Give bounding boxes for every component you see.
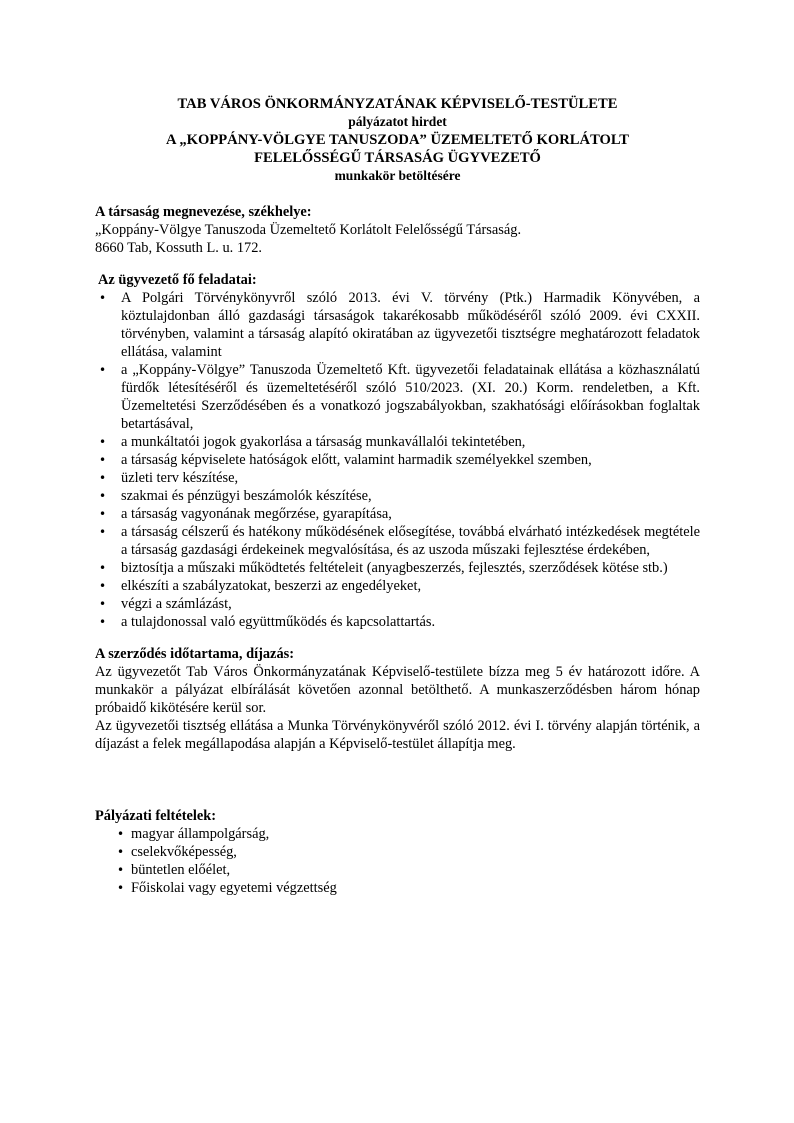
- company-title: A társaság megnevezése, székhelye:: [95, 204, 312, 220]
- list-item: • a társaság vagyonának megőrzése, gyarapítása,: [95, 505, 700, 523]
- list-item: • végzi a számlázást,: [95, 595, 700, 613]
- header-line-4: FELELŐSSÉGŰ TÁRSASÁG ÜGYVEZETŐ: [254, 150, 541, 166]
- company-name: „Koppány-Völgye Tanuszoda Üzemeltető Korlátolt Felelősségű Társaság.: [95, 222, 522, 238]
- duties-section: [95, 271, 700, 631]
- list-item: • cselekvőképesség,: [95, 843, 700, 861]
- list-item: • elkészíti a szabályzatokat, beszerzi az engedélyeket,: [95, 577, 700, 595]
- list-item: • a társaság célszerű és hatékony működésének elősegítése, továbbá elvárható intézkedések megtétele a társaság gazdasági érdekeinek megvalósítása, és az uszoda műszaki fejlesztése érdekében,: [95, 523, 700, 559]
- list-item: • biztosítja a műszaki működtetés feltételeit (anyagbeszerzés, fejlesztés, szerződések kötése stb.): [95, 559, 700, 577]
- header-line-3: A „KOPPÁNY-VÖLGYE TANUSZODA” ÜZEMELTETŐ KORLÁTOLT: [165, 132, 630, 148]
- contract-title: A szerződés időtartama, díjazás:: [95, 646, 295, 662]
- contract-paragraph-1: Az ügyvezetőt Tab Város Önkormányzatának Képviselő-testülete bízza meg 5 év határozott időre. A munkakör a pályázat elbírálását követően azonnal betölthető. A munkaszerződésben három hónap próbaidő kikötésére kerül sor.: [95, 664, 700, 716]
- document-page: [95, 95, 700, 897]
- list-item: • üzleti terv készítése,: [95, 469, 700, 487]
- list-item: • a „Koppány-Völgye” Tanuszoda Üzemeltető Kft. ügyvezetői feladatainak ellátása a közhasználatú fürdők létesítéséről és üzemeltetéséről szóló 510/2023. (XI. 20.) Korm. rendeletben, a Kft. Üzemeltetési Szerződésében és a vonatkozó jogszabályokban, szakhatósági előírásokban foglaltak betartásával,: [95, 361, 700, 433]
- list-item: • a társaság képviselete hatóságok előtt, valamint harmadik személyekkel szemben,: [95, 451, 700, 469]
- list-item: • a tulajdonossal való együttműködés és kapcsolattartás.: [95, 613, 700, 631]
- conditions-title: Pályázati feltételek:: [95, 808, 217, 824]
- list-item: • büntetlen előélet,: [95, 861, 700, 879]
- conditions-section: [95, 807, 700, 897]
- list-item: • Főiskolai vagy egyetemi végzettség: [95, 879, 700, 897]
- header-line-2: pályázatot hirdet: [348, 114, 447, 129]
- company-address: 8660 Tab, Kossuth L. u. 172.: [95, 240, 263, 256]
- contract-section: [95, 645, 700, 753]
- list-item: • a munkáltatói jogok gyakorlása a társaság munkavállalói tekintetében,: [95, 433, 700, 451]
- header-line-5: munkakör betöltésére: [334, 168, 461, 183]
- header-line-1: TAB VÁROS ÖNKORMÁNYZATÁNAK KÉPVISELŐ-TESTÜLETE: [177, 96, 618, 112]
- duties-title: Az ügyvezető fő feladatai:: [98, 272, 257, 288]
- document-header: [95, 95, 700, 185]
- duties-list: [95, 289, 700, 631]
- company-section: [95, 203, 700, 257]
- list-item: • szakmai és pénzügyi beszámolók készítése,: [95, 487, 700, 505]
- list-item: • A Polgári Törvénykönyvről szóló 2013. évi V. törvény (Ptk.) Harmadik Könyvében, a köztulajdonban álló gazdasági társaságok takarékosabb működéséről szóló 2009. évi CXXII. törvényben, valamint a társaság alapító okiratában az ügyvezetői tisztségre meghatározott feladatok ellátása, valamint: [95, 289, 700, 361]
- list-item: • magyar állampolgárság,: [95, 825, 700, 843]
- conditions-list: [95, 825, 700, 897]
- contract-paragraph-2: Az ügyvezetői tisztség ellátása a Munka Törvénykönyvéről szóló 2012. évi I. törvény alapján történik, a díjazást a felek megállapodása alapján a Képviselő-testület állapítja meg.: [95, 718, 700, 752]
